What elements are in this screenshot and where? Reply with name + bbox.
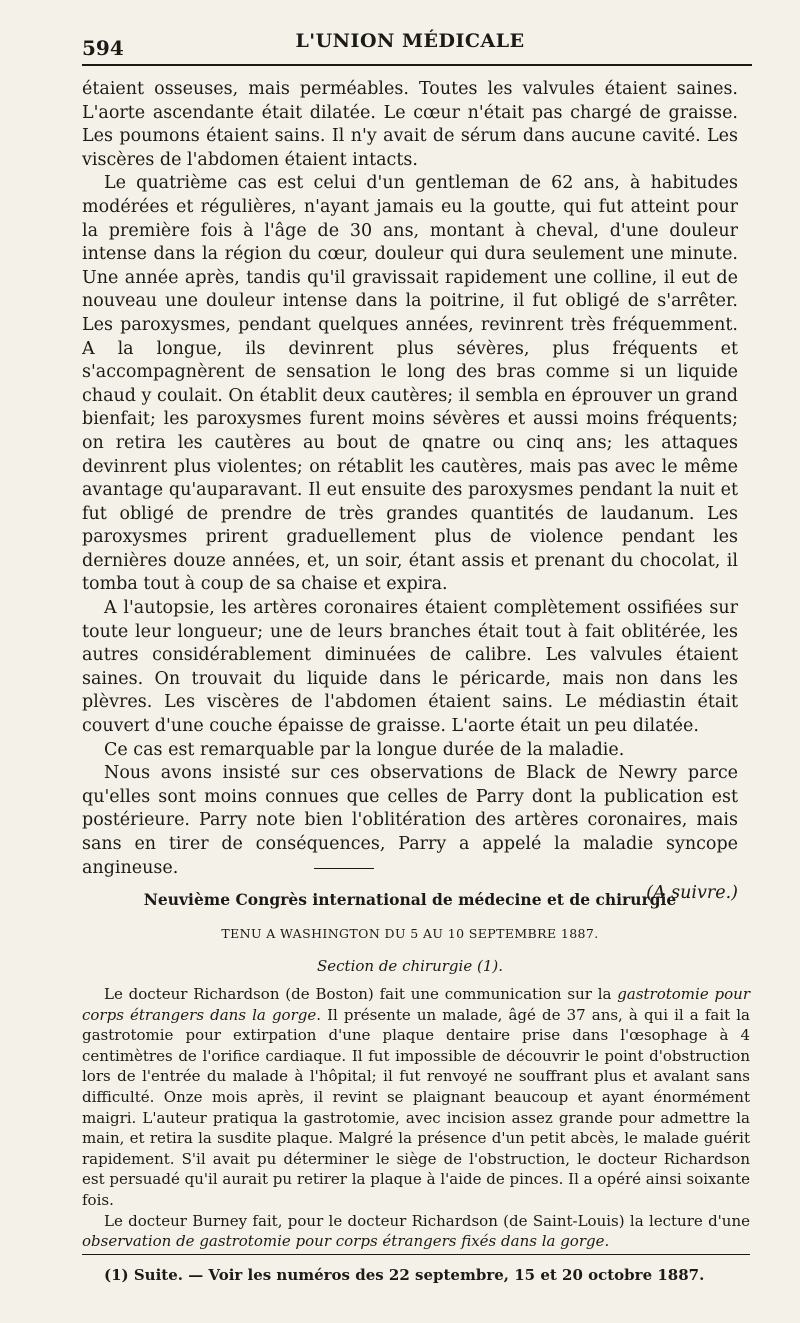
- report-paragraph-1: [82, 984, 750, 1211]
- footnote-rule: [82, 1254, 750, 1255]
- report-p1-start: Le docteur Richardson (de Boston) fait une communication sur la: [104, 985, 618, 1003]
- congress-report: [82, 984, 750, 1252]
- report-p2-title: observation de gastrotomie pour corps étrangers fixés dans la gorge: [82, 1232, 605, 1251]
- journal-title: L'UNION MÉDICALE: [295, 30, 525, 52]
- report-p2-start: Le docteur Burney fait, pour le docteur Richardson (de Saint-Louis) la lecture d'une: [104, 1211, 750, 1230]
- page-number: 594: [82, 36, 124, 60]
- congress-title: Neuvième Congrès international de médecine et de chirurgie: [143, 890, 677, 909]
- paragraph-5: Nous avons insisté sur ces observations de Black de Newry parce qu'elles sont moins connues que celles de Parry dont la publication est postérieure. Parry note bien l'oblitération des artères coronaires, mais sans en tirer de conséquences, Parry a appelé la maladie syncope angineuse.: [82, 763, 738, 878]
- to-follow-note: (A suivre.): [646, 883, 738, 904]
- section-separator: [314, 868, 374, 869]
- section-title: Section de chirurgie (1).: [316, 957, 503, 975]
- paragraph-1: étaient osseuses, mais perméables. Toutes les valvules étaient saines. L'aorte ascendante était dilatée. Le cœur n'était pas chargé de graisse. Les poumons étaient sains. Il n'y avait de sérum dans aucune cavité. Les viscères de l'abdomen étaient intacts.: [82, 79, 738, 170]
- page-header: [0, 0, 800, 70]
- header-rule: [82, 64, 752, 66]
- report-p1-rest: . Il présente un malade, âgé de 37 ans, à qui il a fait la gastrotomie pour extirpation d'une plaque dentaire prise dans l'œsophage à 4 centimètres de l'orifice cardiaque. Il fut impossible de découvrir le point d'obstruction lors de l'entrée du malade à l'hôpital; il fut renvoyé ne souffrant plus et avalant sans difficulté. Onze mois après, il revint se plaignant beaucoup et ayant énormément maigri. L'auteur pratiqua la gastrotomie, avec incision assez grande pour admettre la main, et retira la susdite plaque. Malgré la présence d'un petit abcès, le malade guérit rapidement. S'il avait pu déterminer le siège de l'obstruction, le docteur Richardson est persuadé qu'il aurait pu retirer la plaque à l'aide de pinces. Il a opéré ainsi soixante fois.: [82, 1005, 750, 1209]
- report-p1-title: gastrotomie pour corps étrangers dans la gorge: [82, 985, 750, 1024]
- report-p2-end: .: [604, 1232, 610, 1251]
- paragraph-4: Ce cas est remarquable par la longue durée de la maladie.: [104, 739, 625, 760]
- congress-subtitle: TENU A WASHINGTON DU 5 AU 10 SEPTEMBRE 1887.: [221, 926, 599, 941]
- footnote: (1) Suite. — Voir les numéros des 22 septembre, 15 et 20 octobre 1887.: [104, 1266, 705, 1284]
- paragraph-3: A l'autopsie, les artères coronaires étaient complètement ossifiées sur toute leur longueur; une de leurs branches était tout à fait oblitérée, les autres considérablement diminuées de calibre. Les valvules étaient saines. On trouvait du liquide dans le péricarde, mais non dans les plèvres. Les viscères de l'abdomen étaient sains. Le médiastin était couvert d'une couche épaisse de graisse. L'aorte était un peu dilatée.: [82, 598, 738, 737]
- article-body: [82, 78, 738, 906]
- report-paragraph-2: [82, 1211, 750, 1252]
- paragraph-2: Le quatrième cas est celui d'un gentleman de 62 ans, à habitudes modérées et régulières, n'ayant jamais eu la goutte, qui fut atteint pour la première fois à l'âge de 30 ans, montant à cheval, d'une douleur intense dans la région du cœur, douleur qui dura seulement une minute. Une année après, tandis qu'il gravissait rapidement une colline, il eut de nouveau une douleur intense dans la poitrine, il fut obligé de s'arrêter. Les paroxysmes, pendant quelques années, revinrent très fréquemment. A la longue, ils devinrent plus sévères, plus fréquents et s'accompagnèrent de sensation le long des bras comme si un liquide chaud y coulait. On établit deux cautères; il sembla en éprouver un grand bienfait; les paroxysmes furent moins sévères et aussi moins fréquents; on retira les cautères au bout de qnatre ou cinq ans; les attaques devinrent plus violentes; on rétablit les cautères, mais pas avec le même avantage qu'auparavant. Il eut ensuite des paroxysmes pendant la nuit et fut obligé de prendre de très grandes quantités de laudanum. Les paroxysmes prirent graduellement plus de violence pendant les dernières douze années, et, un soir, étant assis et prenant du chocolat, il tomba tout à coup de sa chaise et expira.: [82, 173, 738, 595]
